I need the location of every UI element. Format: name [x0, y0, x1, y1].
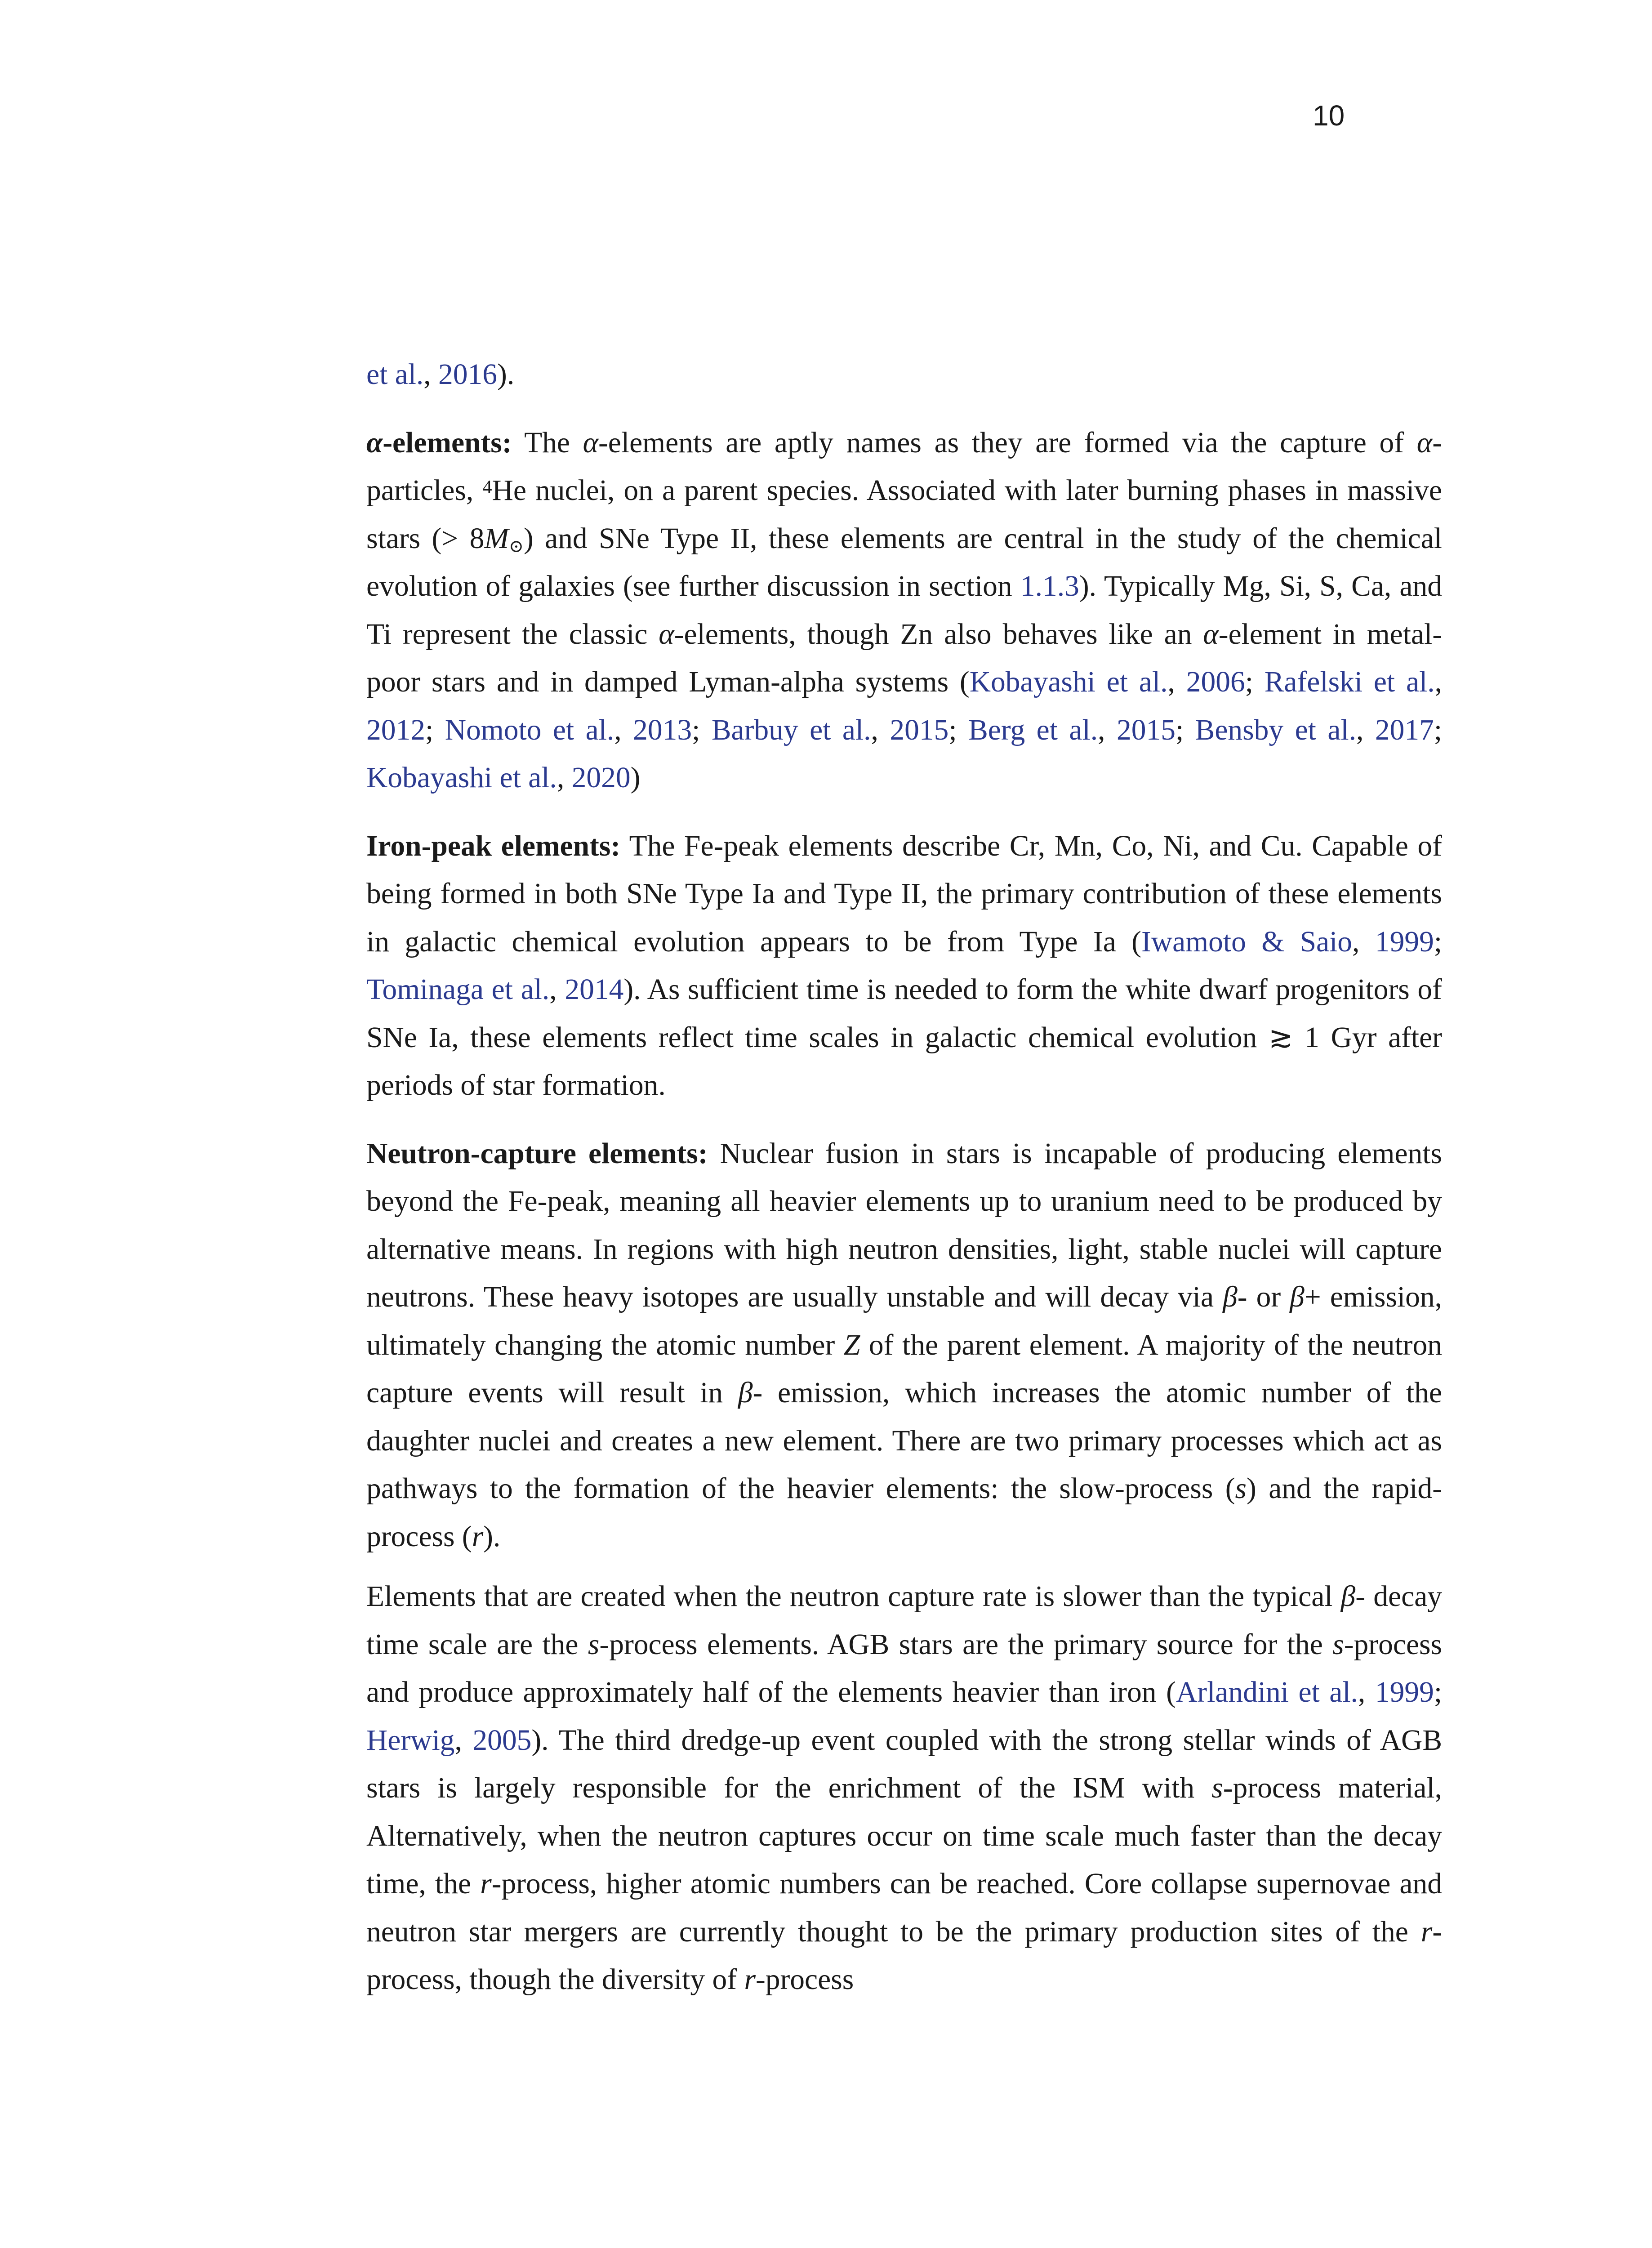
r-process-symbol: r [1420, 1915, 1433, 1948]
text-run: -process elements. AGB stars are the primary source for the [599, 1628, 1333, 1661]
text-run: ; [425, 714, 445, 746]
text-run: ; [1434, 925, 1443, 958]
s-process-symbol: s [1332, 1628, 1344, 1661]
heading-neutron-capture-elements: Neutron-capture elements: [366, 1137, 708, 1170]
heading-alpha-elements: -elements: [383, 426, 512, 459]
s-process-symbol: s [588, 1628, 600, 1661]
citation-link[interactable]: Herwig [366, 1724, 455, 1757]
text-run: , [454, 1724, 473, 1757]
citation-link[interactable]: Tominaga et al. [366, 973, 550, 1006]
text-run: Nuclear fusion in stars is incapable of producing elements beyond the Fe-peak, meaning all heavier elements up to uranium need to be produced by alternative means. In regions with high neutron densities, light, stable nuclei will capture neutrons. These heavy isotopes are usually unstable and will decay via [366, 1137, 1442, 1313]
text-run: , [1358, 1676, 1375, 1708]
citation-link[interactable]: Iwamoto & Saio [1141, 925, 1353, 958]
citation-year-link[interactable]: 2015 [890, 714, 949, 746]
text-run: ; [948, 714, 969, 746]
alpha-symbol: α [659, 618, 674, 651]
text-run: , [1434, 666, 1442, 698]
text-run: ) and SNe Type II, these elements are central in the study of the chemical evolution of galaxies (see further discussion in section [366, 522, 1442, 602]
text-run: , [1167, 666, 1186, 698]
citation-link[interactable]: Nomoto et al. [445, 714, 614, 746]
citation-link[interactable]: Arlandini et al. [1176, 1676, 1358, 1708]
text-run: ; [1245, 666, 1265, 698]
beta-symbol: β [1223, 1281, 1238, 1313]
alpha-symbol: α [1203, 618, 1219, 651]
text-run: -process [755, 1963, 854, 1996]
text-run: ). Typically Mg, Si, S, Ca, and Ti represent the classic [366, 570, 1442, 651]
text-run: ). As sufficient time is needed to form the white dwarf progenitors of SNe Ia, these elements reflect time scales in galactic chemical evolution ≳ 1 Gyr after periods of star formation. [366, 973, 1442, 1102]
text-run: Elements that are created when the neutron capture rate is slower than the typical [366, 1580, 1341, 1613]
citation-year-link[interactable]: 2012 [366, 714, 425, 746]
text-run: -elements are aptly names as they are formed via the capture of [598, 426, 1417, 459]
text-run: -element in metal-poor stars and in damped Lyman-alpha systems ( [366, 618, 1443, 698]
heading-iron-peak-elements: Iron-peak elements: [366, 830, 621, 862]
citation-link[interactable]: Kobayashi et al. [366, 762, 557, 794]
paragraph-alpha-elements [366, 419, 1442, 802]
text-run: -elements, though Zn also behaves like an [674, 618, 1203, 651]
citation-year-link[interactable]: 2016 [438, 358, 498, 391]
text-run: -process material, Alternatively, when the neutron captures occur on time scale much faster than the decay time, the [366, 1772, 1442, 1900]
text-run: ; [1434, 714, 1443, 746]
citation-year-link[interactable]: 2005 [472, 1724, 532, 1757]
text-run: - decay time scale are the [366, 1580, 1442, 1661]
citation-year-link[interactable]: 2015 [1116, 714, 1176, 746]
atomic-number-symbol: Z [843, 1329, 860, 1361]
text-run: The Fe-peak elements describe Cr, Mn, Co, Ni, and Cu. Capable of being formed in both SNe Type Ia and Type II, the primary contribution of these elements in galactic chemical evolution appears to be from Type Ia ( [366, 830, 1442, 958]
citation-link[interactable]: Rafelski et al. [1264, 666, 1435, 698]
text-run: The [512, 426, 583, 459]
body-text [366, 351, 1442, 2004]
alpha-symbol: α [583, 426, 598, 459]
text-run: , [871, 714, 890, 746]
text-run: , [614, 714, 633, 746]
text-run: ). The third dredge-up event coupled with the strong stellar winds of AGB stars is largely responsible for the enrichment of the ISM with [366, 1724, 1443, 1804]
text-run: -process, though the diversity of [366, 1915, 1442, 1996]
text-run: , [557, 762, 572, 794]
text-run: He nuclei, on a parent species. Associated with later burning phases in massive stars (> 8 [366, 474, 1442, 555]
text-run: - emission, which increases the atomic number of the daughter nuclei and creates a new element. There are two primary processes which act as pathways to the formation of the heavier elements: the slow-process ( [366, 1377, 1442, 1505]
text-run: ). [483, 1520, 501, 1553]
section-link[interactable]: 1.1.3 [1020, 570, 1079, 602]
beta-symbol: β [738, 1377, 753, 1409]
paragraph-s-and-r-process [366, 1573, 1442, 2004]
text-run: of the parent element. A majority of the neutron capture events will result in [366, 1329, 1442, 1409]
r-process-symbol: r [480, 1868, 492, 1900]
superscript-mass-number: 4 [482, 477, 492, 498]
text-run: ; [1434, 1676, 1443, 1708]
citation-link[interactable]: Barbuy et al. [711, 714, 871, 746]
citation-year-link[interactable]: 2006 [1186, 666, 1245, 698]
paragraph-continuation [366, 351, 1442, 399]
citation-year-link[interactable]: 1999 [1375, 1676, 1434, 1708]
heading-alpha-symbol: α [366, 426, 383, 459]
text-run: ; [1175, 714, 1195, 746]
beta-symbol: β [1340, 1580, 1356, 1613]
text-run: - or [1237, 1281, 1290, 1313]
text-run: , [423, 358, 439, 391]
citation-year-link[interactable]: 2013 [633, 714, 692, 746]
text-run: , [1352, 925, 1375, 958]
paragraph-iron-peak-elements [366, 822, 1442, 1110]
s-process-symbol: s [1211, 1772, 1223, 1804]
citation-year-link[interactable]: 2014 [565, 973, 624, 1006]
text-run: , [1356, 714, 1375, 746]
page-number: 10 [1313, 99, 1345, 132]
citation-year-link[interactable]: 2017 [1375, 714, 1434, 746]
r-process-symbol: r [472, 1520, 484, 1553]
text-run: + emission, ultimately changing the atomic number [366, 1281, 1443, 1361]
text-run: , [549, 973, 565, 1006]
citation-link[interactable]: Kobayashi et al. [969, 666, 1168, 698]
s-process-symbol: s [1235, 1472, 1247, 1505]
citation-link[interactable]: et al. [366, 358, 424, 391]
solar-mass-symbol: M [484, 522, 509, 555]
text-run: ) and the rapid-process ( [366, 1472, 1442, 1553]
citation-link[interactable]: Bensby et al. [1195, 714, 1356, 746]
r-process-symbol: r [744, 1963, 756, 1996]
text-run: -process, higher atomic numbers can be reached. Core collapse supernovae and neutron star mergers are currently thought to be the primary production sites of the [366, 1868, 1442, 1948]
alpha-symbol: α [1416, 426, 1433, 459]
text-run: -process and produce approximately half of the elements heavier than iron ( [366, 1628, 1442, 1708]
paragraph-neutron-capture-elements [366, 1130, 1442, 1561]
text-run: ; [692, 714, 712, 746]
beta-symbol: β [1290, 1281, 1305, 1313]
text-run: , [1098, 714, 1117, 746]
text-run: ). [497, 358, 515, 391]
sun-subscript: ⊙ [508, 536, 524, 557]
citation-year-link[interactable]: 1999 [1375, 925, 1434, 958]
citation-link[interactable]: Berg et al. [968, 714, 1098, 746]
citation-year-link[interactable]: 2020 [571, 762, 631, 794]
text-run: -particles, [366, 426, 1442, 507]
text-run: ) [630, 762, 641, 794]
